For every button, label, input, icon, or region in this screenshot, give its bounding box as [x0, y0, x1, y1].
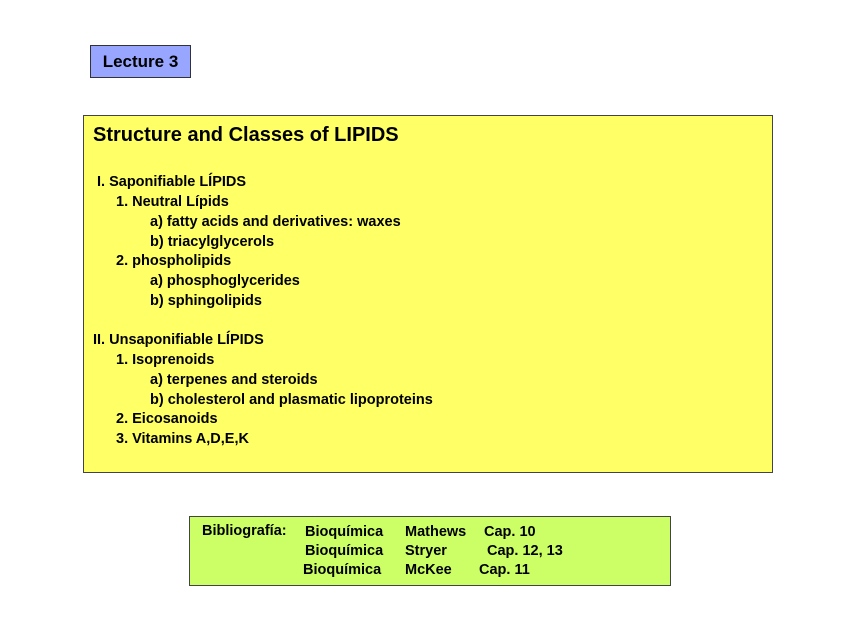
lecture-label: Lecture 3 — [102, 51, 179, 71]
outline-heading-unsaponifiable: II. Unsaponifiable LÍPIDS — [93, 332, 264, 348]
page-title: Structure and Classes of LIPIDS — [93, 124, 399, 146]
bibliography-label: Bibliografía: — [202, 523, 287, 539]
lipid-outline-box — [83, 115, 773, 473]
bibliography-chapter: Cap. 11 — [479, 562, 530, 578]
bibliography-author: Mathews — [405, 524, 467, 540]
bibliography-book: Bioquímica — [303, 562, 382, 578]
outline-item-isoprenoids: 1. Isoprenoids — [116, 352, 215, 368]
bibliography-author: Stryer — [405, 543, 447, 559]
bibliography-chapter: Cap. 12, 13 — [487, 543, 563, 559]
outline-subitem-sphingolipids: b) sphingolipids — [150, 293, 262, 309]
bibliography-box — [189, 516, 671, 586]
outline-subitem-phosphoglycerides: a) phosphoglycerides — [150, 273, 300, 289]
outline-item-vitamins: 3. Vitamins A,D,E,K — [116, 431, 249, 447]
outline-item-eicosanoids: 2. Eicosanoids — [116, 411, 218, 427]
bibliography-author: McKee — [405, 562, 452, 578]
outline-item-phospholipids: 2. phospholipids — [116, 253, 232, 269]
bibliography-book: Bioquímica — [305, 524, 384, 540]
bibliography-chapter: Cap. 10 — [484, 524, 536, 540]
outline-subitem-terpenes: a) terpenes and steroids — [150, 372, 318, 388]
outline-item-neutral-lipids: 1. Neutral Lípids — [116, 194, 229, 210]
bibliography-book: Bioquímica — [305, 543, 384, 559]
outline-subitem-triacylglycerols: b) triacylglycerols — [150, 234, 275, 250]
outline-heading-saponifiable: I. Saponifiable LÍPIDS — [97, 174, 247, 190]
outline-subitem-cholesterol: b) cholesterol and plasmatic lipoproteins — [150, 392, 433, 408]
lecture-badge — [90, 45, 191, 78]
outline-subitem-fatty-acids: a) fatty acids and derivatives: waxes — [150, 214, 401, 230]
